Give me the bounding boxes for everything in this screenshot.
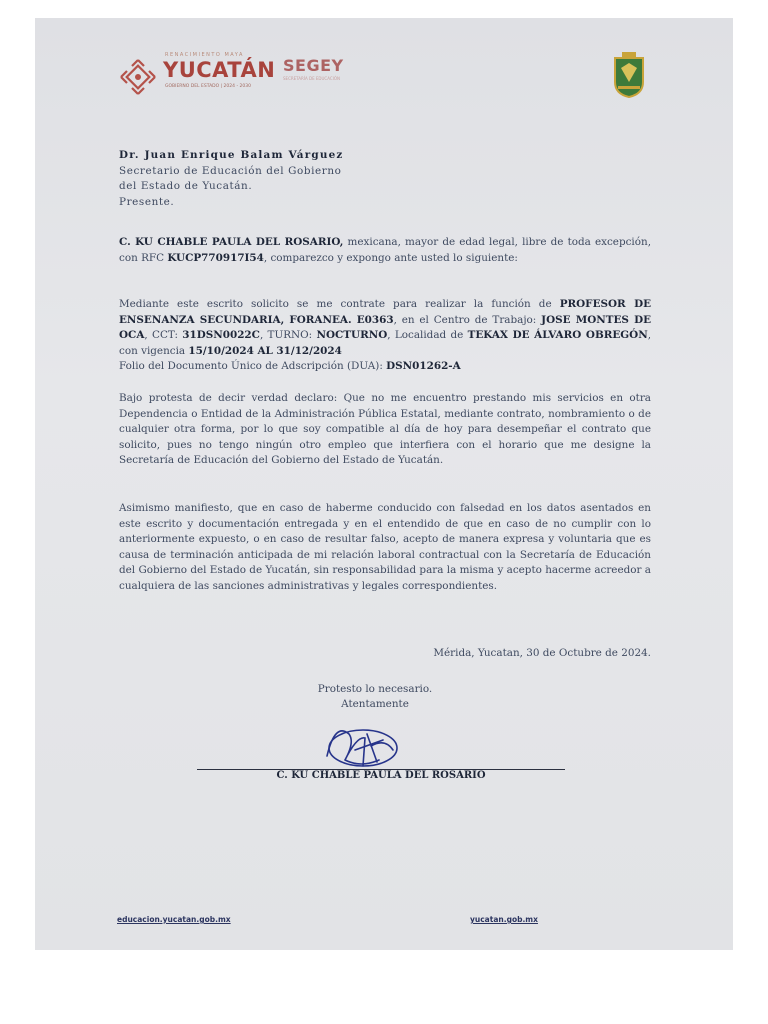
state-crest-icon <box>612 52 646 98</box>
applicant-name: C. KU CHABLE PAULA DEL ROSARIO, <box>119 236 344 248</box>
paragraph-text: , Localidad de <box>387 329 468 341</box>
footer-link-right[interactable]: yucatan.gob.mx <box>470 915 538 924</box>
place-date: Mérida, Yucatan, 30 de Octubre de 2024. <box>433 647 651 659</box>
intro-paragraph <box>119 235 651 266</box>
logo-wordmark: YUCATÁN <box>163 58 276 82</box>
handwritten-signature <box>305 716 415 776</box>
work-center-value: JOSE MONTES DE OCA <box>119 313 651 341</box>
rfc-value: KUCP770917I54 <box>167 251 264 264</box>
locality-value: TEKAX DE ÁLVARO OBREGÓN <box>467 329 648 341</box>
closing-line: Protesto lo necesario. <box>317 683 433 695</box>
paragraph-text: Mediante este escrito solicito se me contrate para realizar la función de <box>119 298 560 310</box>
request-paragraph <box>119 297 651 375</box>
addressee-block <box>119 148 651 210</box>
paragraph-text: mexicana, mayor de edad legal, libre de toda excepción, con RFC <box>119 236 652 264</box>
document-page <box>35 18 733 950</box>
segey-logo: SEGEY <box>283 56 344 75</box>
closing-line: Atentamente <box>341 698 409 710</box>
logo-subtitle: GOBIERNO DEL ESTADO | 2024 - 2030 <box>165 84 251 89</box>
validity-value: 15/10/2024 AL 31/12/2024 <box>188 344 342 357</box>
segey-subtitle: SECRETARÍA DE EDUCACIÓN <box>283 76 340 81</box>
paragraph-text: , en el Centro de Trabajo: <box>393 313 542 326</box>
liability-paragraph: Asimismo manifiesto, que en caso de haberme conducido con falsedad en los datos asentados en este escrito y documentación entregada y en el entendido de que en caso de no cumplir con lo anteriormente expuesto, o en caso de resultar falso, acepto de manera expresa y voluntaria que es causa de terminación anticipada de mi relación laboral contractual con la Secretaría de Educación del Gobierno del Estado de Yucatán, sin responsabilidad para la misma y acepto hacerme acreedor a cualquiera de las sanciones administrativas y legales correspondientes. <box>119 502 651 592</box>
function-value: PROFESOR DE ENSENANZA SECUNDARIA, FORANEA. E0363 <box>119 298 651 326</box>
cct-value: 31DSN0022C <box>182 329 260 341</box>
logo-tagline: RENACIMIENTO MAYA <box>165 52 244 58</box>
closing-block <box>275 682 475 712</box>
addressee-line: del Estado de Yucatán. <box>119 180 253 192</box>
paragraph-text: , CCT: <box>144 329 183 341</box>
maya-pattern-icon <box>117 56 159 98</box>
paragraph-text: , con vigencia <box>119 329 652 357</box>
addressee-line: Secretario de Educación del Gobierno <box>119 164 342 177</box>
footer-link-left[interactable]: educacion.yucatan.gob.mx <box>117 915 231 924</box>
paragraph-text: , TURNO: <box>259 329 317 341</box>
shift-value: NOCTURNO <box>316 329 388 341</box>
declaration-paragraph: Bajo protesta de decir verdad declaro: Que no me encuentro prestando mis servicios en otra Dependencia o Entidad de la Administración Pública Estatal, mediante contrato, nombramiento o de cualquier otra forma, por lo que soy compatible al día de hoy para desempeñar el contrato que solicito, pues no tengo ningún otro empleo que interfiera con el horario que me designe la Secretaría de Educación del Gobierno del Estado de Yucatán. <box>119 392 651 466</box>
paragraph-text: , comparezco y expongo ante usted lo siguiente: <box>263 251 518 264</box>
signatory-name: C. KU CHABLE PAULA DEL ROSARIO <box>276 770 486 781</box>
addressee-line: Presente. <box>119 195 175 208</box>
addressee-name: Dr. Juan Enrique Balam Várguez <box>119 149 344 161</box>
paragraph-text: Folio del Documento Único de Adscripción (DUA): <box>119 360 387 372</box>
dua-folio-value: DSN01262-A <box>386 360 461 372</box>
